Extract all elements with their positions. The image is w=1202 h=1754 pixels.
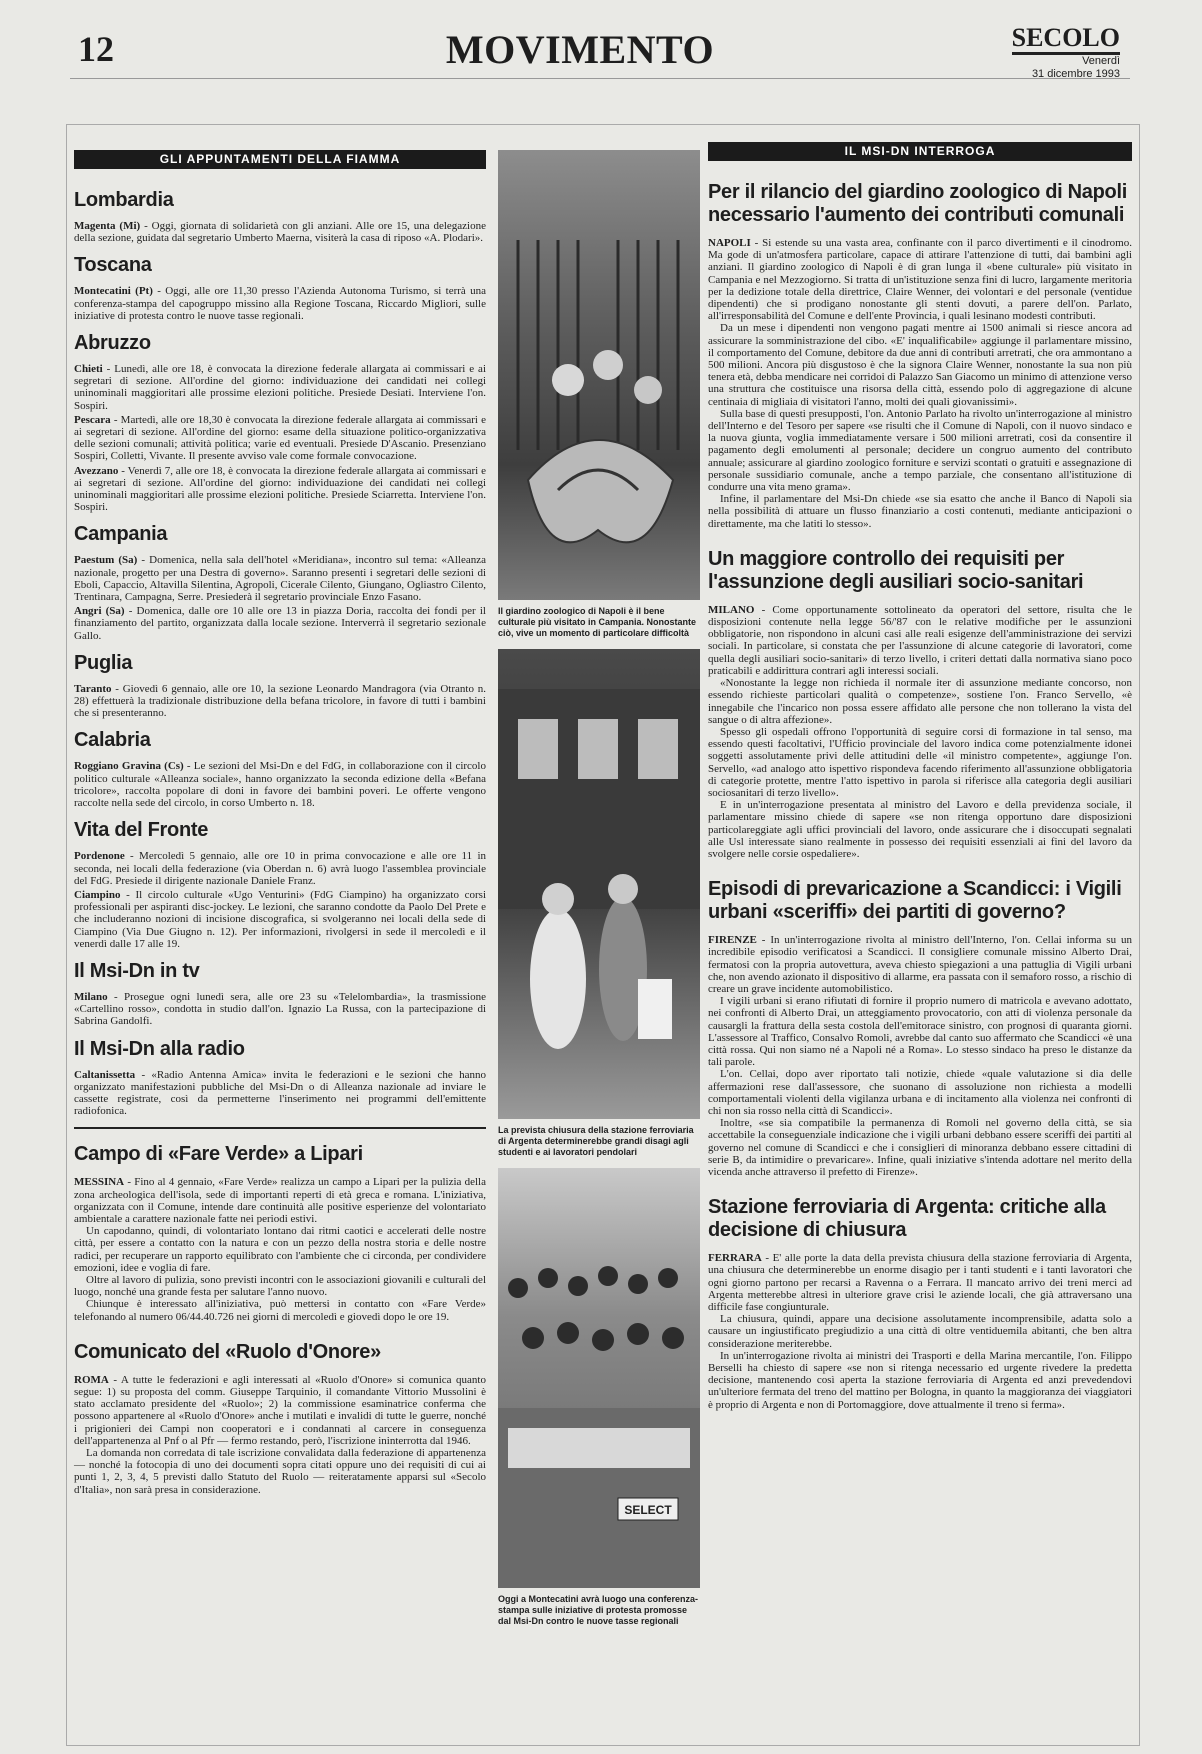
article-paragraph xyxy=(708,934,1132,995)
article-headline: Per il rilancio del giardino zoologico di Napoli necessario l'aumento dei contributi comunali xyxy=(708,181,1127,226)
article-dateline: FERRARA xyxy=(708,1252,762,1265)
entry-place: Roggiano Gravina (Cs) xyxy=(74,760,184,773)
region-title: Toscana xyxy=(74,254,152,277)
entry-text: - «Radio Antenna Amica» invita le federazioni e le sezioni che hanno organizzato manifestazioni pubbliche del Msi-Dn o di Alleanza nazionale ad inviare le cassette registrate, così da permetterne l'inserimento nei programmi dell'emittente radiofonica. xyxy=(74,1068,486,1118)
photo-caption: La prevista chiusura della stazione ferroviaria di Argenta determinerebbe grandi disagi agli studenti e ai lavoratori pendolari xyxy=(498,1125,694,1157)
entry-place: Pordenone xyxy=(74,850,125,863)
sign-text: SELECT xyxy=(624,1503,672,1517)
divider xyxy=(74,1127,486,1129)
paragraph-text: - Si estende su una vasta area, confinante con il parco divertimenti e il cinodromo. Ma gode di un'atmosfera particolare, capace di attirare l'attenzione di tutti, dai bambini agli anziani. Il giardino zoologico di Napoli è di gran lunga il «bene culturale» più visitato in Campania e nel Mezzogiorno. Si tratta di un'istituzione senza fini di lucro, largamente meritoria per la dedizione totale della direttrice, Claire Wenner, dei volontari e del personale (ventidue dipendenti) che si prodigano nonostante gli stenti dovuti, a parere dell'on. Parlato, all'irresponsabilità del Comune e dell'ente Provincia, i quali lesinano modesti contributi. xyxy=(708,237,1132,323)
article-headline: Campo di «Fare Verde» a Lipari xyxy=(74,1143,363,1166)
article-headline: Comunicato del «Ruolo d'Onore» xyxy=(74,1340,381,1363)
article-paragraph xyxy=(74,1176,486,1225)
paragraph-text: - In un'interrogazione rivolta al ministro dell'Interno, l'on. Cellai informa su un incredibile episodio verificatosi a Scandicci. Il consigliere comunale missino Alberto Drai, fermatosi con la propria autovettura, aveva chiesto spiegazioni a una pattuglia di Vigili urbani che, non avendo azionato il dispositivo di allarme, era passata con il semaforo rosso, a rischio di creare un grave incidente automobilistico. xyxy=(708,934,1132,995)
region-entry xyxy=(74,991,486,1028)
region-title: Il Msi-Dn in tv xyxy=(74,959,200,982)
article-fare-verde xyxy=(74,1143,486,1322)
entry-place: Caltanissetta xyxy=(74,1068,136,1081)
header-rule xyxy=(70,78,1130,79)
region-block xyxy=(74,819,486,950)
region-entry xyxy=(74,1069,486,1118)
entry-place: Taranto xyxy=(74,682,112,695)
entry-place: Angri (Sa) xyxy=(74,605,125,618)
region-entry xyxy=(74,850,486,887)
region-title: Campania xyxy=(74,523,168,546)
article-paragraph: L'on. Cellai, dopo aver riportato tali notizie, chiede «quale valutazione si dia delle affermazioni rese dall'assessore, che suonano di assoluzione non richiesta a modelli comportamentali violenti della vigilanza urbana e di incitamento alla violenza nei confronti di chi non sia rosso nella città di Scandicci». xyxy=(708,1068,1132,1117)
photo-caption: Il giardino zoologico di Napoli è il bene culturale più visitato in Campania. Nonostante ciò, vive un momento di particolare difficoltà xyxy=(498,606,697,638)
article-paragraph xyxy=(708,604,1132,677)
region-block xyxy=(74,332,486,513)
article-paragraph: Infine, il parlamentare del Msi-Dn chiede «se sia esatto che anche il Banco di Napoli sia nella possibilità di attuare un flusso finanziario a costi contenuti, mediante anticipazioni o direttamente, ma che latiti lo stesso». xyxy=(708,493,1132,530)
article-ausiliari xyxy=(708,548,1132,860)
appointments-band: GLI APPUNTAMENTI DELLA FIAMMA xyxy=(74,150,486,169)
region-entry xyxy=(74,285,486,322)
region-entry xyxy=(74,889,486,950)
appointments-column xyxy=(74,150,486,1514)
entry-text: - Domenica, nella sala dell'hotel «Meridiana», incontro sul tema: «Alleanza nazionale, progetto per una Destra di governo». Saranno presenti i segretari delle sezioni di Eboli, Capaccio, Altavilla Silentina, Agropoli, Cicerale Cilento, Giungano, Ogliastro Cilento, Trentinara, Campagna, Serre. Presiederà il segretario provinciale Enzo Fasano. xyxy=(74,554,486,604)
article-paragraph: La domanda non corredata di tale iscrizione convalidata dalla federazione di appartenenza — nonché la fotocopia di uno dei documenti sopra citati oppure uno dei requisiti di cui ai punti 1, 2, 3, 4, 5 previsti dallo Statuto del Ruolo — reiteratamente apparsi sul «Secolo d'Italia», non sarà presa in considerazione. xyxy=(74,1447,486,1496)
article-paragraph xyxy=(708,237,1132,322)
issue-day: Venerdì xyxy=(1082,55,1120,67)
article-dateline: ROMA xyxy=(74,1373,109,1386)
article-zoo-napoli xyxy=(708,181,1132,530)
article-paragraph: Un capodanno, quindi, di volontariato lontano dai ritmi caotici e accelerati delle nostre città, per essere a contatto con la natura e con un pezzo della nostra storia e delle nostre radici, per recuperare un rapporto equilibrato con l'ambiente che ci circonda, per condividere emozioni, idee e voglia di fare. xyxy=(74,1225,486,1274)
photo-caption: Oggi a Montecatini avrà luogo una conferenza-stampa sulle iniziative di protesta promosse dal Msi-Dn contro le nuove tasse regionali xyxy=(498,1594,699,1626)
section-title: MOVIMENTO xyxy=(445,27,715,72)
entry-place: Paestum (Sa) xyxy=(74,554,138,567)
entry-text: - Le sezioni del Msi-Dn e del FdG, in collaborazione con il circolo politico culturale «Alleanza sociale», hanno organizzato la seconda edizione della «Befana tricolore», raccolta popolare di doni in favore dei bambini poveri. Le offerte vengono raccolte nella sede del circolo, in corso Umberto n. 18. xyxy=(74,760,486,810)
article-dateline: MILANO xyxy=(708,603,755,616)
region-block xyxy=(74,254,486,322)
article-dateline: FIRENZE xyxy=(708,934,757,947)
region-title: Lombardia xyxy=(74,189,174,211)
paragraph-text: - Fino al 4 gennaio, «Fare Verde» realizza un campo a Lipari per la pulizia della zona archeologica dell'isola, sede di importanti reperti di età greca e romana. L'iniziativa, organizzata con il Comune, intende dare continuità alle positive esperienze del volontariato ambientale a carattere nazionale fatte nei periodi estivi. xyxy=(74,1176,486,1225)
article-headline: Stazione ferroviaria di Argenta: critiche alla decisione di chiusura xyxy=(708,1196,1106,1242)
region-block xyxy=(74,523,486,641)
entry-place: Montecatini (Pt) xyxy=(74,285,153,298)
conference-photo xyxy=(498,1168,700,1588)
interrogations-column xyxy=(708,142,1132,1429)
article-headline: Un maggiore controllo dei requisiti per l'assunzione degli ausiliari socio-sanitari xyxy=(708,547,1084,593)
paper-name: SECOLO xyxy=(1012,24,1120,55)
article-paragraph: In un'interrogazione rivolta ai ministri dei Trasporti e della Marina mercantile, l'on. Filippo Berselli ha chiesto di sapere «se non si ritenga necessario ed urgente rivedere la predetta decisione, mantenendo così aperta la stazione ferroviaria di Argenta ed anzi prevedendovi un'ulteriore fermata del treno del mattino per Bologna, in quanto la maggioranza dei viaggiatori è proprio di Argenta e non di Portomaggiore, dove attualmente il treno si ferma». xyxy=(708,1349,1132,1411)
article-paragraph: «Nonostante la legge non richieda il normale iter di assunzione mediante concorso, non essendo richieste particolari qualità o competenze», sostiene l'on. Franco Servello, «è innegabile che l'incarico non possa essere affidato alle persone che non tollerano la vista del sangue o di altra affezione». xyxy=(708,677,1132,726)
entry-text: - Giovedì 6 gennaio, alle ore 10, la sezione Leonardo Mandragora (via Otranto n. 28) effettuerà la tradizionale distribuzione della befana tricolore, in favore di tutti i bambini che si presenteranno. xyxy=(74,682,486,720)
region-entry xyxy=(74,605,486,642)
page-number: 12 xyxy=(78,29,114,69)
article-scandicci xyxy=(708,878,1132,1178)
region-title: Vita del Fronte xyxy=(74,819,209,842)
entry-text: - Oggi, alle ore 11,30 presso l'Azienda Autonoma Turismo, si terrà una conferenza-stampa del capogruppo missino alla Regione Toscana, Riccardo Migliori, sulle iniziative di protesta contro le nuove tasse regionali. xyxy=(74,285,487,322)
region-title: Il Msi-Dn alla radio xyxy=(74,1037,245,1060)
issue-date: 31 dicembre 1993 xyxy=(1031,68,1120,80)
article-paragraph: I vigili urbani si erano rifiutati di fornire il proprio numero di matricola e avevano adottato, nei confronti di Alberto Drai, un atteggiamento provocatorio, con atti di violenza personale da causargli la frattura della sesta costola dell'emitorace sinistro, con prognosi di quaranta giorni. L'assessore al Traffico, Consalvo Romoli, avrebbe dal canto suo affermato che Scandicci «è una città rossa. Qui non siamo né a Napoli né a Roma». Lo stesso sindaco ha preso le distanze da tali parole. xyxy=(708,995,1132,1069)
entry-place: Avezzano xyxy=(74,464,119,477)
region-title: Calabria xyxy=(74,729,151,752)
article-paragraph: Spesso gli ospedali offrono l'opportunità di seguire corsi di formazione in tal senso, ma essendo questi facoltativi, l'Ufficio provinciale del lavoro indica come potenzialmente idonei soggetti assolutamente privi delle attitudini delle «il ministro competente», aggiunge l'on. Servello, «ad analogo atto ispettivo rispondeva facendo riferimento all'assunzione obbligatoria di categorie protette, mentre l'atto ispettivo in parola si riferisce alla categoria degli ausiliari sociosanitari di terzo livello». xyxy=(708,725,1132,799)
entry-text: - Lunedì, alle ore 18, è convocata la direzione federale allargata ai commissari e ai segretari di sezione. All'ordine del giorno: individuazione dei candidati nei collegi uninominali maggioritari alle prossime elezioni politiche. Presiede Desiati. Interviene l'on. Sospiri. xyxy=(74,363,486,412)
entry-text: - Venerdì 7, alle ore 18, è convocata la direzione federale allargata ai commissari e ai segretari di sezione. All'ordine del giorno: individuazione dei candidati nei collegi uninominali maggioritari alle prossime elezioni politiche. Presiede Sciarretta. Interviene l'on. Sospiri. xyxy=(74,464,486,514)
interrogations-band: IL MSI-DN INTERROGA xyxy=(708,142,1132,161)
masthead xyxy=(1012,24,1120,81)
article-paragraph: La chiusura, quindi, appare una decisione assolutamente incomprensibile, adatta solo a causare un ingiustificato pregiudizio a una città di oltre ventiduemila abitanti, che ben altra considerazione meriterebbe. xyxy=(708,1313,1132,1350)
article-dateline: NAPOLI xyxy=(708,237,751,249)
region-entry xyxy=(74,363,486,412)
article-paragraph: Inoltre, «se sia compatibile la permanenza di Romoli nel governo della città, se sia accettabile la conseguenziale indicazione che i vigili urbani debbano essere sceriffi dei partiti al governo nel comune di Scandicci e che i consiglieri di minoranza debbano essere cittadini di serie B, da intimidire o prevaricare». Infine, quali iniziative s'intenda adottare nel merito della vicenda anche attraverso il prefetto di Firenze». xyxy=(708,1117,1132,1178)
entry-place: Magenta (Mi) xyxy=(74,220,141,232)
paragraph-text: - E' alle porte la data della prevista chiusura della stazione ferroviaria di Argenta, una chiusura che determinerebbe un enorme disagio per i tanti studenti e i tanti lavoratori che ogni giorno partono per recarsi a Ravenna o a Ferrara. Il mancato arrivo dei treni merci ad Argenta metterebbe altresì in ulteriore grave crisi le aziende locali, che già attraversano una difficile fase congiunturale. xyxy=(708,1252,1132,1314)
article-argenta xyxy=(708,1196,1132,1411)
region-block xyxy=(74,189,486,244)
article-paragraph: Da un mese i dipendenti non vengono pagati mentre ai 1500 animali si riesce ancora ad assicurare la somministrazione del cibo. «E' inqualificabile» aggiunge il parlamentare missino, il comportamento del Comune, debitore da due anni di contributi arretrati, che ora ammontano a 500 milioni. Ancora più disgustoso è che la signora Claire Wenner, nonostante la sua non più tenera età, debba mendicare nei corridoi di Palazzo San Giacomo un minimo di attenzione verso una struttura che costituisce una risorsa della città, essendo polo di aggregazione di alcune centinaia di migliaia di visitatori l'anno, molti dei quali giovanissimi». xyxy=(708,322,1132,408)
entry-text: - Prosegue ogni lunedì sera, alle ore 23 su «Telelombardia», la trasmissione «Cartellino rosso», condotta in studio dall'on. Ignazio La Russa, con la partecipazione di Sabrina Gandolfi. xyxy=(74,990,486,1028)
region-entry xyxy=(74,683,486,720)
article-paragraph: Chiunque è interessato all'iniziativa, può mettersi in contatto con «Fare Verde» telefonando al numero 06/44.40.726 nei giorni di mercoledì e giovedì dopo le ore 19. xyxy=(74,1298,486,1323)
paragraph-text: - A tutte le federazioni e agli interessati al «Ruolo d'Onore» si comunica quanto segue: 1) su proposta del comm. Giuseppe Tarquinio, il comandante Vittorio Mussolini è stato acclamato presidente del «Ruolo»; 2) la commissione esaminatrice conferma che possono appartenere al «Ruolo d'Onore» anche i mutilati e invalidi di tutte le guerre, nonché i prigionieri dei Campi non cooperatori e i condannati al carcere in conseguenza dell'appartenenza al Pnf o al Pfr — fermo restando, però, l'iscrizione ininterrotta dal 1946. xyxy=(74,1373,486,1447)
entry-place: Ciampino xyxy=(74,888,121,901)
article-ruolo-onore xyxy=(74,1341,486,1496)
article-dateline: MESSINA xyxy=(74,1176,125,1189)
zoo-gate-illustration xyxy=(498,150,700,600)
region-block xyxy=(74,652,486,720)
article-paragraph xyxy=(74,1374,486,1447)
region-entry xyxy=(74,220,486,244)
station-photo xyxy=(498,649,700,1119)
entry-text: - Martedì, alle ore 18,30 è convocata la direzione federale allargata ai commissari e ai segretari di sezione. All'ordine del giorno: esame della situazione politico-organizzativa delle sezioni comunali; attività politica; varie ed eventuali. Presiede D'Ascanio. Presenziano Sospiri, Colletti, Vivante. Il presente avviso vale come formale convocazione. xyxy=(74,413,486,463)
article-paragraph xyxy=(708,1252,1132,1313)
entry-place: Pescara xyxy=(74,413,111,426)
article-paragraph: Sulla base di questi presupposti, l'on. Antonio Parlato ha rivolto un'interrogazione al ministro dell'Interno e del Tesoro per sapere «se risulti che il Comune di Napoli, con il nuovo sindaco e la nuova giunta, voglia immediatamente versare i 500 milioni arretrati, così da consentire il pagamento degli emolumenti al personale; decidere un congruo aumento del contributo annuale; assicurare al giardino zoologico forniture e servizi scontati o gratuiti e assegnazione di personale sussidiario comunale, anche a tempo parziale, che consentano all'istituzione di condurre una vita meno grama». xyxy=(708,407,1132,494)
region-entry xyxy=(74,760,486,809)
entry-text: - Domenica, dalle ore 10 alle ore 13 in piazza Doria, raccolta dei fondi per il finanziamento del partito, organizzata dalla locale sezione. Interverrà il segretario sezionale Gallo. xyxy=(74,605,486,642)
article-paragraph: E in un'interrogazione presentata al ministro del Lavoro e della previdenza sociale, il parlamentare missino chiede di sapere «se non ritenga opportuno dare disposizioni particolareggiate agli uffici provinciali del lavoro, onde assicurare che i disoccupati segnalati alle Usl interessate siano realmente in possesso dei requisiti essenziali ai fini del lavoro da svolgere nelle corsie ospedaliere». xyxy=(708,799,1132,860)
region-title: Puglia xyxy=(74,651,133,674)
entry-text: - Oggi, giornata di solidarietà con gli anziani. Alle ore 15, una delegazione della sezione, guidata dal segretario Umberto Maerna, visiterà la casa di riposo «A. Plodari». xyxy=(74,220,486,245)
entry-place: Milano xyxy=(74,990,108,1003)
entry-place: Chieti xyxy=(74,363,103,376)
article-headline: Episodi di prevaricazione a Scandicci: i Vigili urbani «sceriffi» dei partiti di governo? xyxy=(708,878,1122,924)
region-block xyxy=(74,729,486,809)
article-paragraph: Oltre al lavoro di pulizia, sono previsti incontri con le associazioni giovanili e culturali del luogo, nonché una grande festa per salutare l'anno nuovo. xyxy=(74,1273,486,1299)
train-illustration xyxy=(498,649,700,1119)
entry-text: - Mercoledì 5 gennaio, alle ore 10 in prima convocazione e alle ore 11 in seconda, nei locali della federazione (via Oberdan n. 6) avrà luogo l'assemblea provinciale del FdG. Presiede il dirigente nazionale Daniele Franz. xyxy=(74,850,486,887)
region-block xyxy=(74,960,486,1028)
region-block xyxy=(74,1038,486,1118)
paragraph-text: - Come opportunamente sottolineato da operatori del settore, risulta che le disposizioni contenute nella legge 56/'87 con le relative modifiche per le assunzioni obbligatorie, non rispondono in alcuni casi alle reali esigenze dell'amministrazione dei servizi sociali. In particolare, si constata che per l'assunzione di alcune categorie di lavoratori, come quella degli ausiliari socio-sanitari» di terzo livello, i criteri dettati dalla normativa siano poco praticabili e addirittura contrari agli interessi sociali. xyxy=(708,603,1132,677)
crowd-illustration xyxy=(498,1168,700,1588)
entry-text: - Il circolo culturale «Ugo Venturini» (FdG Ciampino) ha organizzato corsi professionali per aspiranti disc-jockey. Le lezioni, che saranno condotte da Paolo Del Prete e che includeranno nozioni di incisione discografica, si svolgeranno nei locali della sede di Ciampino (Via Due Giugno n. 12). Per informazioni, rivolgersi in sede il mercoledì e il venerdì dalle 17 alle 19. xyxy=(74,888,486,950)
region-title: Abruzzo xyxy=(74,332,151,355)
region-entry xyxy=(74,554,486,603)
region-entry xyxy=(74,465,486,514)
zoo-photo xyxy=(498,150,700,600)
photo-column xyxy=(498,150,700,1637)
region-entry xyxy=(74,414,486,463)
